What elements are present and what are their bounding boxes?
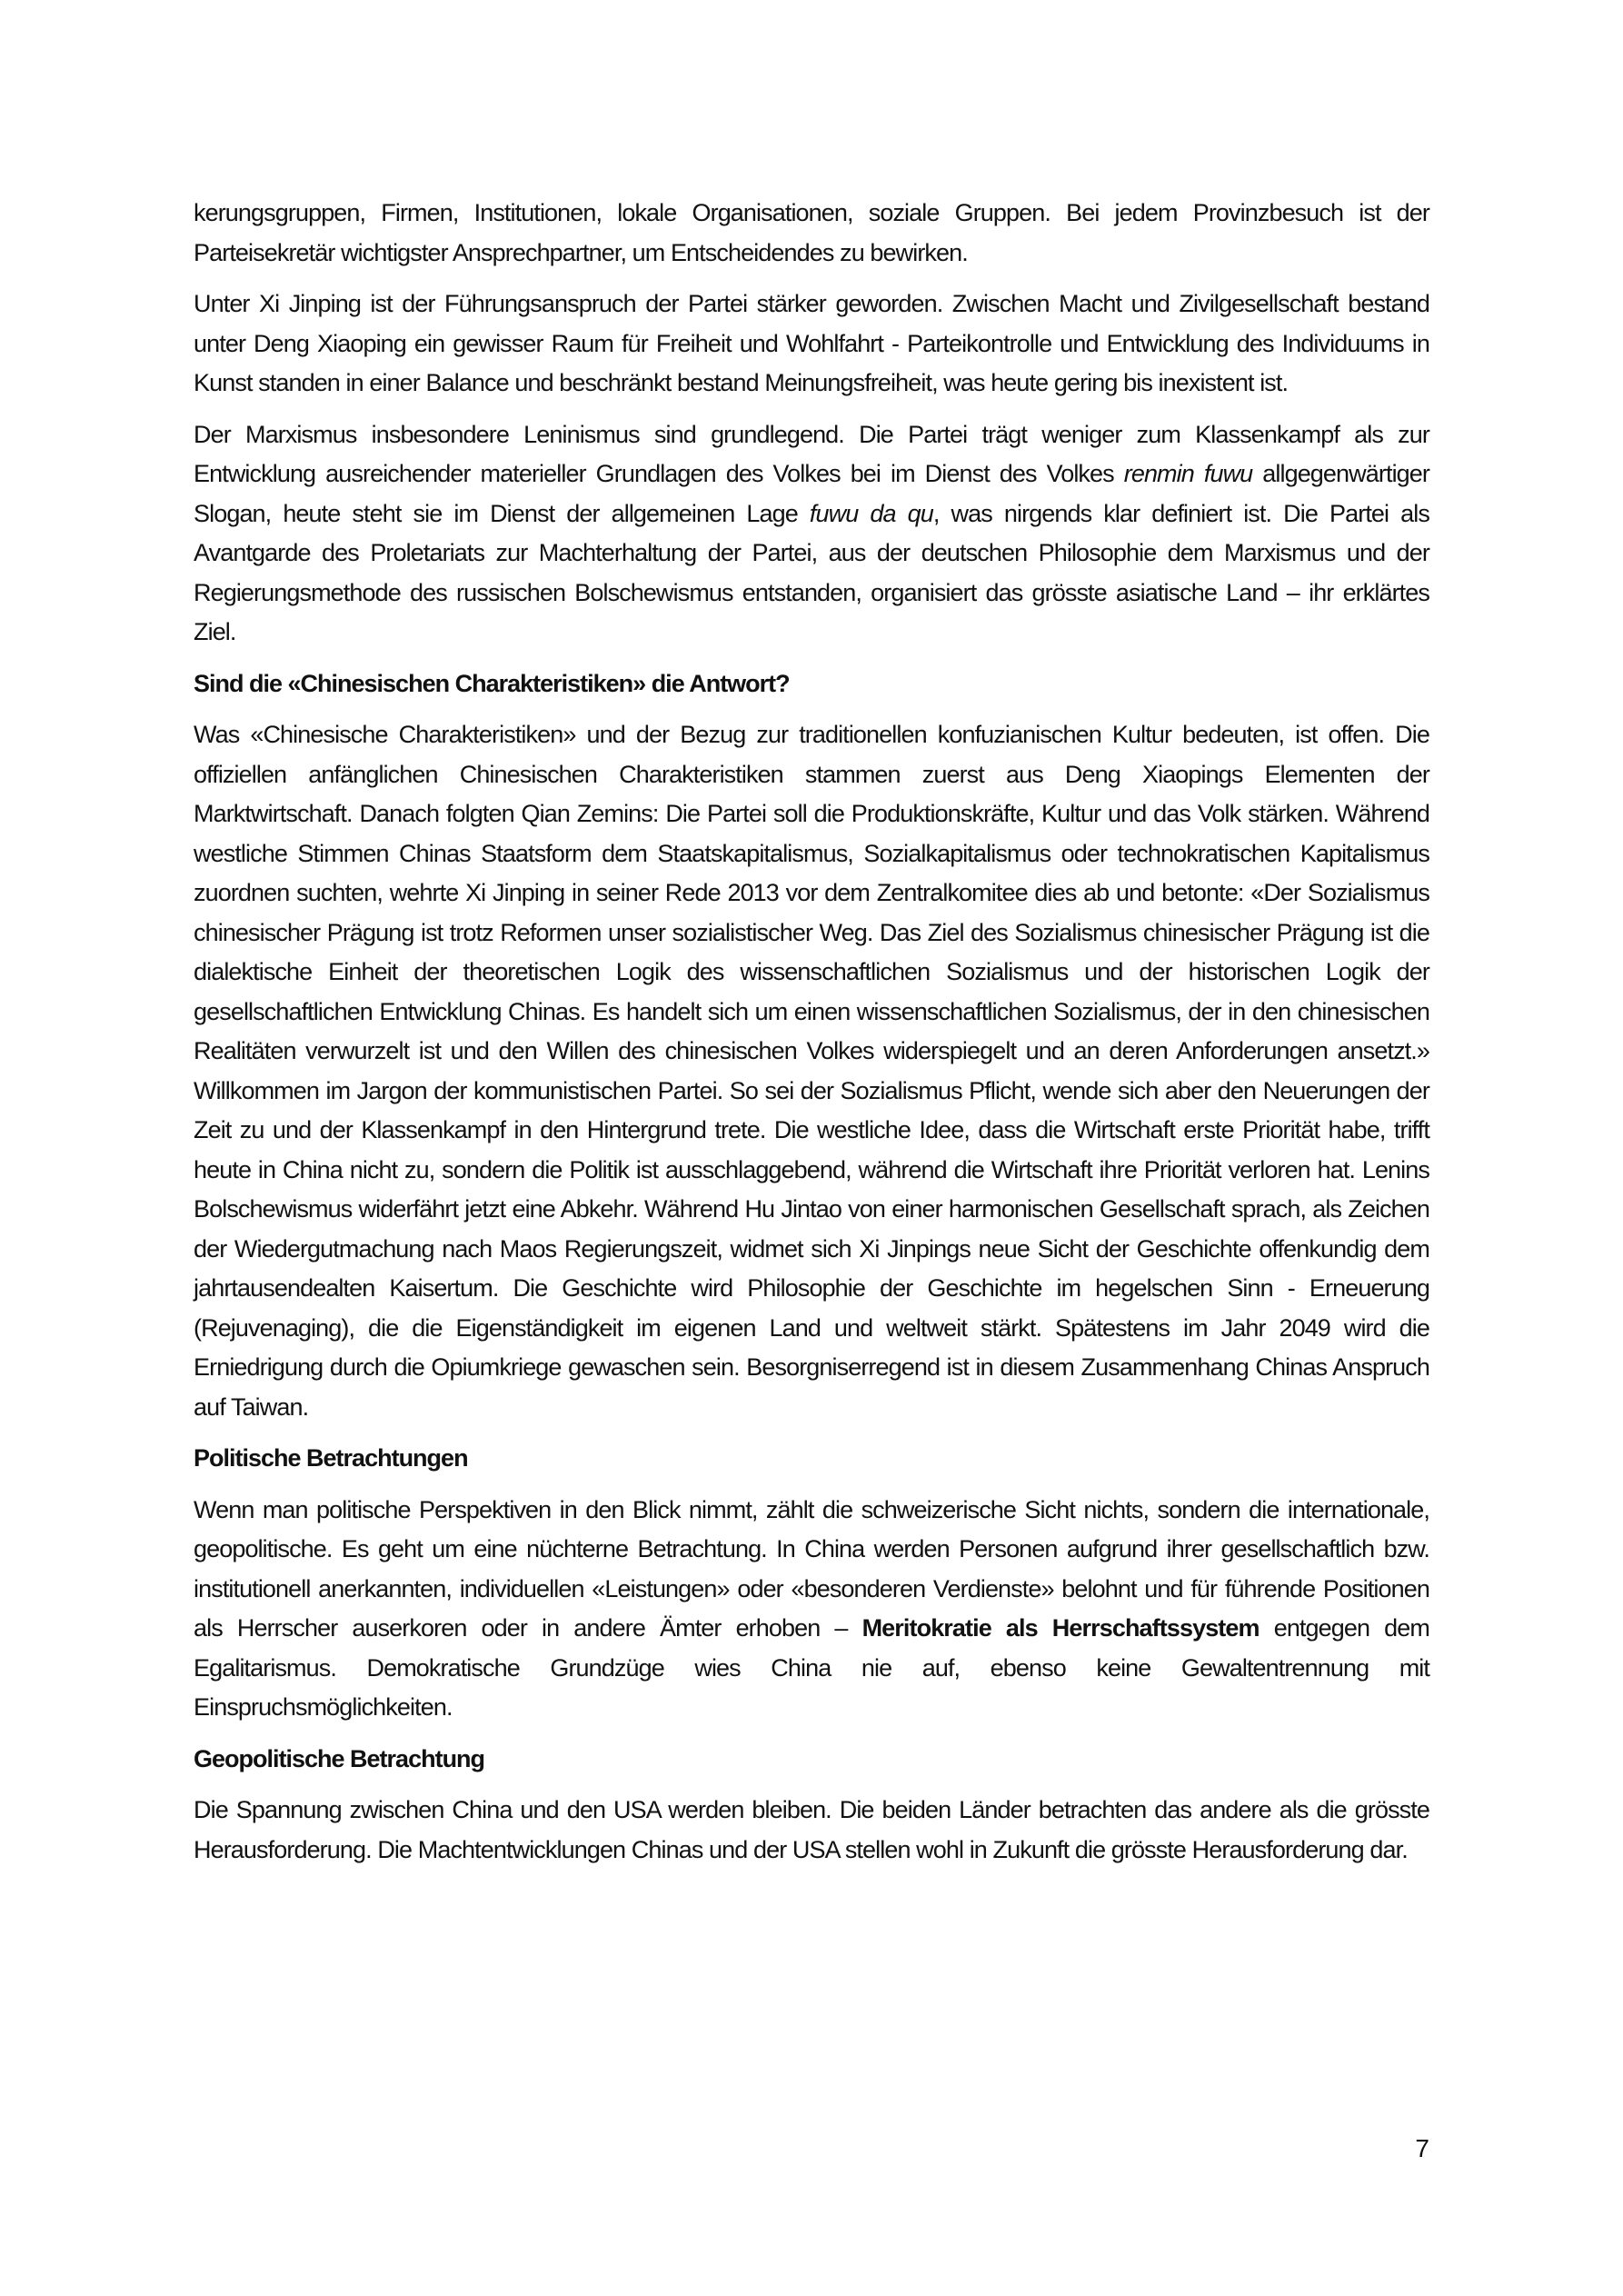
text-run: , was nirgends klar definiert ist. Die Partei als Avantgarde des Proletariats zur Machterhaltung der Partei, aus der deutschen Philosophie dem Marxismus und der Regierungsmethode des russischen Bolschewismus entstanden, organisiert das grösste asiatische Land – ihr erklärtes Ziel.: [194, 499, 1429, 645]
bold-term-meritocracy: Meritokratie als Herrschaftssystem: [861, 1614, 1260, 1642]
text-run: entgegen dem Egalitarismus. Demokratische Grundzüge wies China nie auf, ebenso keine Gewaltentrennung mit Einspruchsmöglichkeiten.: [194, 1614, 1429, 1721]
document-page: [194, 194, 1429, 1882]
paragraph-xi-leadership: Unter Xi Jinping ist der Führungsanspruch der Partei stärker geworden. Zwischen Macht und Zivilgesellschaft bestand unter Deng Xiaoping ein gewisser Raum für Freiheit und Wohlfahrt - Parteikontrolle und Entwicklung des Individuums in Kunst standen in einer Balance und beschränkt bestand Meinungsfreiheit, was heute gering bis inexistent ist.: [194, 290, 1429, 396]
text-run: Wenn man politische Perspektiven in den Blick nimmt, zählt die schweizerische Sicht nichts, sondern die internationale, geopolitische. Es geht um eine nüchterne Betrachtung. In China werden Personen aufgrund ihrer gesellschaftlich bzw. institutionell anerkannten, individuellen «Leistungen» oder «besonderen Verdienste» belohnt und für führende Positionen als Herrscher auserkoren oder in andere Ämter erhoben –: [194, 1495, 1429, 1642]
text-run: allgegenwärtiger Slogan, heute steht sie im Dienst der allgemeinen Lage: [194, 460, 1429, 527]
paragraph-china-usa-tension: Die Spannung zwischen China und den USA werden bleiben. Die beiden Länder betrachten das andere als die grösste Herausforderung. Die Machtentwicklungen Chinas und der USA stellen wohl in Zukunft die grösste Herausforderung dar.: [194, 1796, 1429, 1863]
paragraph-party-contacts: kerungsgruppen, Firmen, Institutionen, lokale Organisationen, soziale Gruppen. Bei jedem Provinzbesuch ist der Parteisekretär wichtigster Ansprechpartner, um Entscheidendes zu bewirken.: [194, 199, 1429, 266]
paragraph-marxism: [194, 415, 1429, 653]
italic-term-fuwu-da-qu: fuwu da qu: [809, 499, 933, 527]
italic-term-renmin-fuwu: renmin fuwu: [1123, 460, 1253, 487]
section-heading-political-considerations: Politische Betrachtungen: [194, 1444, 468, 1472]
paragraph-meritocracy: [194, 1491, 1429, 1728]
text-run: Der Marxismus insbesondere Leninismus sind grundlegend. Die Partei trägt weniger zum Klassenkampf als zur Entwicklung ausreichender materieller Grundlagen des Volkes bei im Dienst des Volkes: [194, 420, 1429, 487]
section-heading-geopolitical-consideration: Geopolitische Betrachtung: [194, 1744, 485, 1772]
paragraph-chinese-characteristics: Was «Chinesische Charakteristiken» und der Bezug zur traditionellen konfuzianischen Kultur bedeuten, ist offen. Die offiziellen anfänglichen Chinesischen Charakteristiken stammen zuerst aus Deng Xiaopings Elementen der Marktwirtschaft. Danach folgten Qian Zemins: Die Partei soll die Produktionskräfte, Kultur und das Volk stärken. Während westliche Stimmen Chinas Staatsform dem Staatskapitalismus, Sozialkapitalismus oder technokratischen Kapitalismus zuordnen suchten, wehrte Xi Jinping in seiner Rede 2013 vor dem Zentralkomitee dies ab und betonte: «Der Sozialismus chinesischer Prägung ist trotz Reformen unser sozialistischer Weg. Das Ziel des Sozialismus chinesischer Prägung ist die dialektische Einheit der theoretischen Logik des wissenschaftlichen Sozialismus und der historischen Logik der gesellschaftlichen Entwicklung Chinas. Es handelt sich um einen wissenschaftlichen Sozialismus, der in den chinesischen Realitäten verwurzelt ist und den Willen des chinesischen Volkes widerspiegelt und an deren Anforderungen ansetzt.» Willkommen im Jargon der kommunistischen Partei. So sei der Sozialismus Pflicht, wende sich aber den Neuerungen der Zeit zu und der Klassenkampf in den Hintergrund trete. Die westliche Idee, dass die Wirtschaft erste Priorität habe, trifft heute in China nicht zu, sondern die Politik ist ausschlaggebend, während die Wirtschaft ihre Priorität verloren hat. Lenins Bolschewismus widerfährt jetzt eine Abkehr. Während Hu Jintao von einer harmonischen Gesellschaft sprach, als Zeichen der Wiedergutmachung nach Maos Regierungszeit, widmet sich Xi Jinpings neue Sicht der Geschichte offenkundig dem jahrtausendealten Kaisertum. Die Geschichte wird Philosophie der Geschichte im hegelschen Sinn - Erneuerung (Rejuvenaging), die die Eigenständigkeit im eigenen Land und weltweit stärkt. Spätestens im Jahr 2049 wird die Erniedrigung durch die Opiumkriege gewaschen sein. Besorgniserregend ist in diesem Zusammenhang Chinas Anspruch auf Taiwan.: [194, 721, 1429, 1421]
page-number: 7: [1415, 2134, 1429, 2162]
section-heading-chinese-characteristics: Sind die «Chinesischen Charakteristiken» die Antwort?: [194, 669, 790, 697]
